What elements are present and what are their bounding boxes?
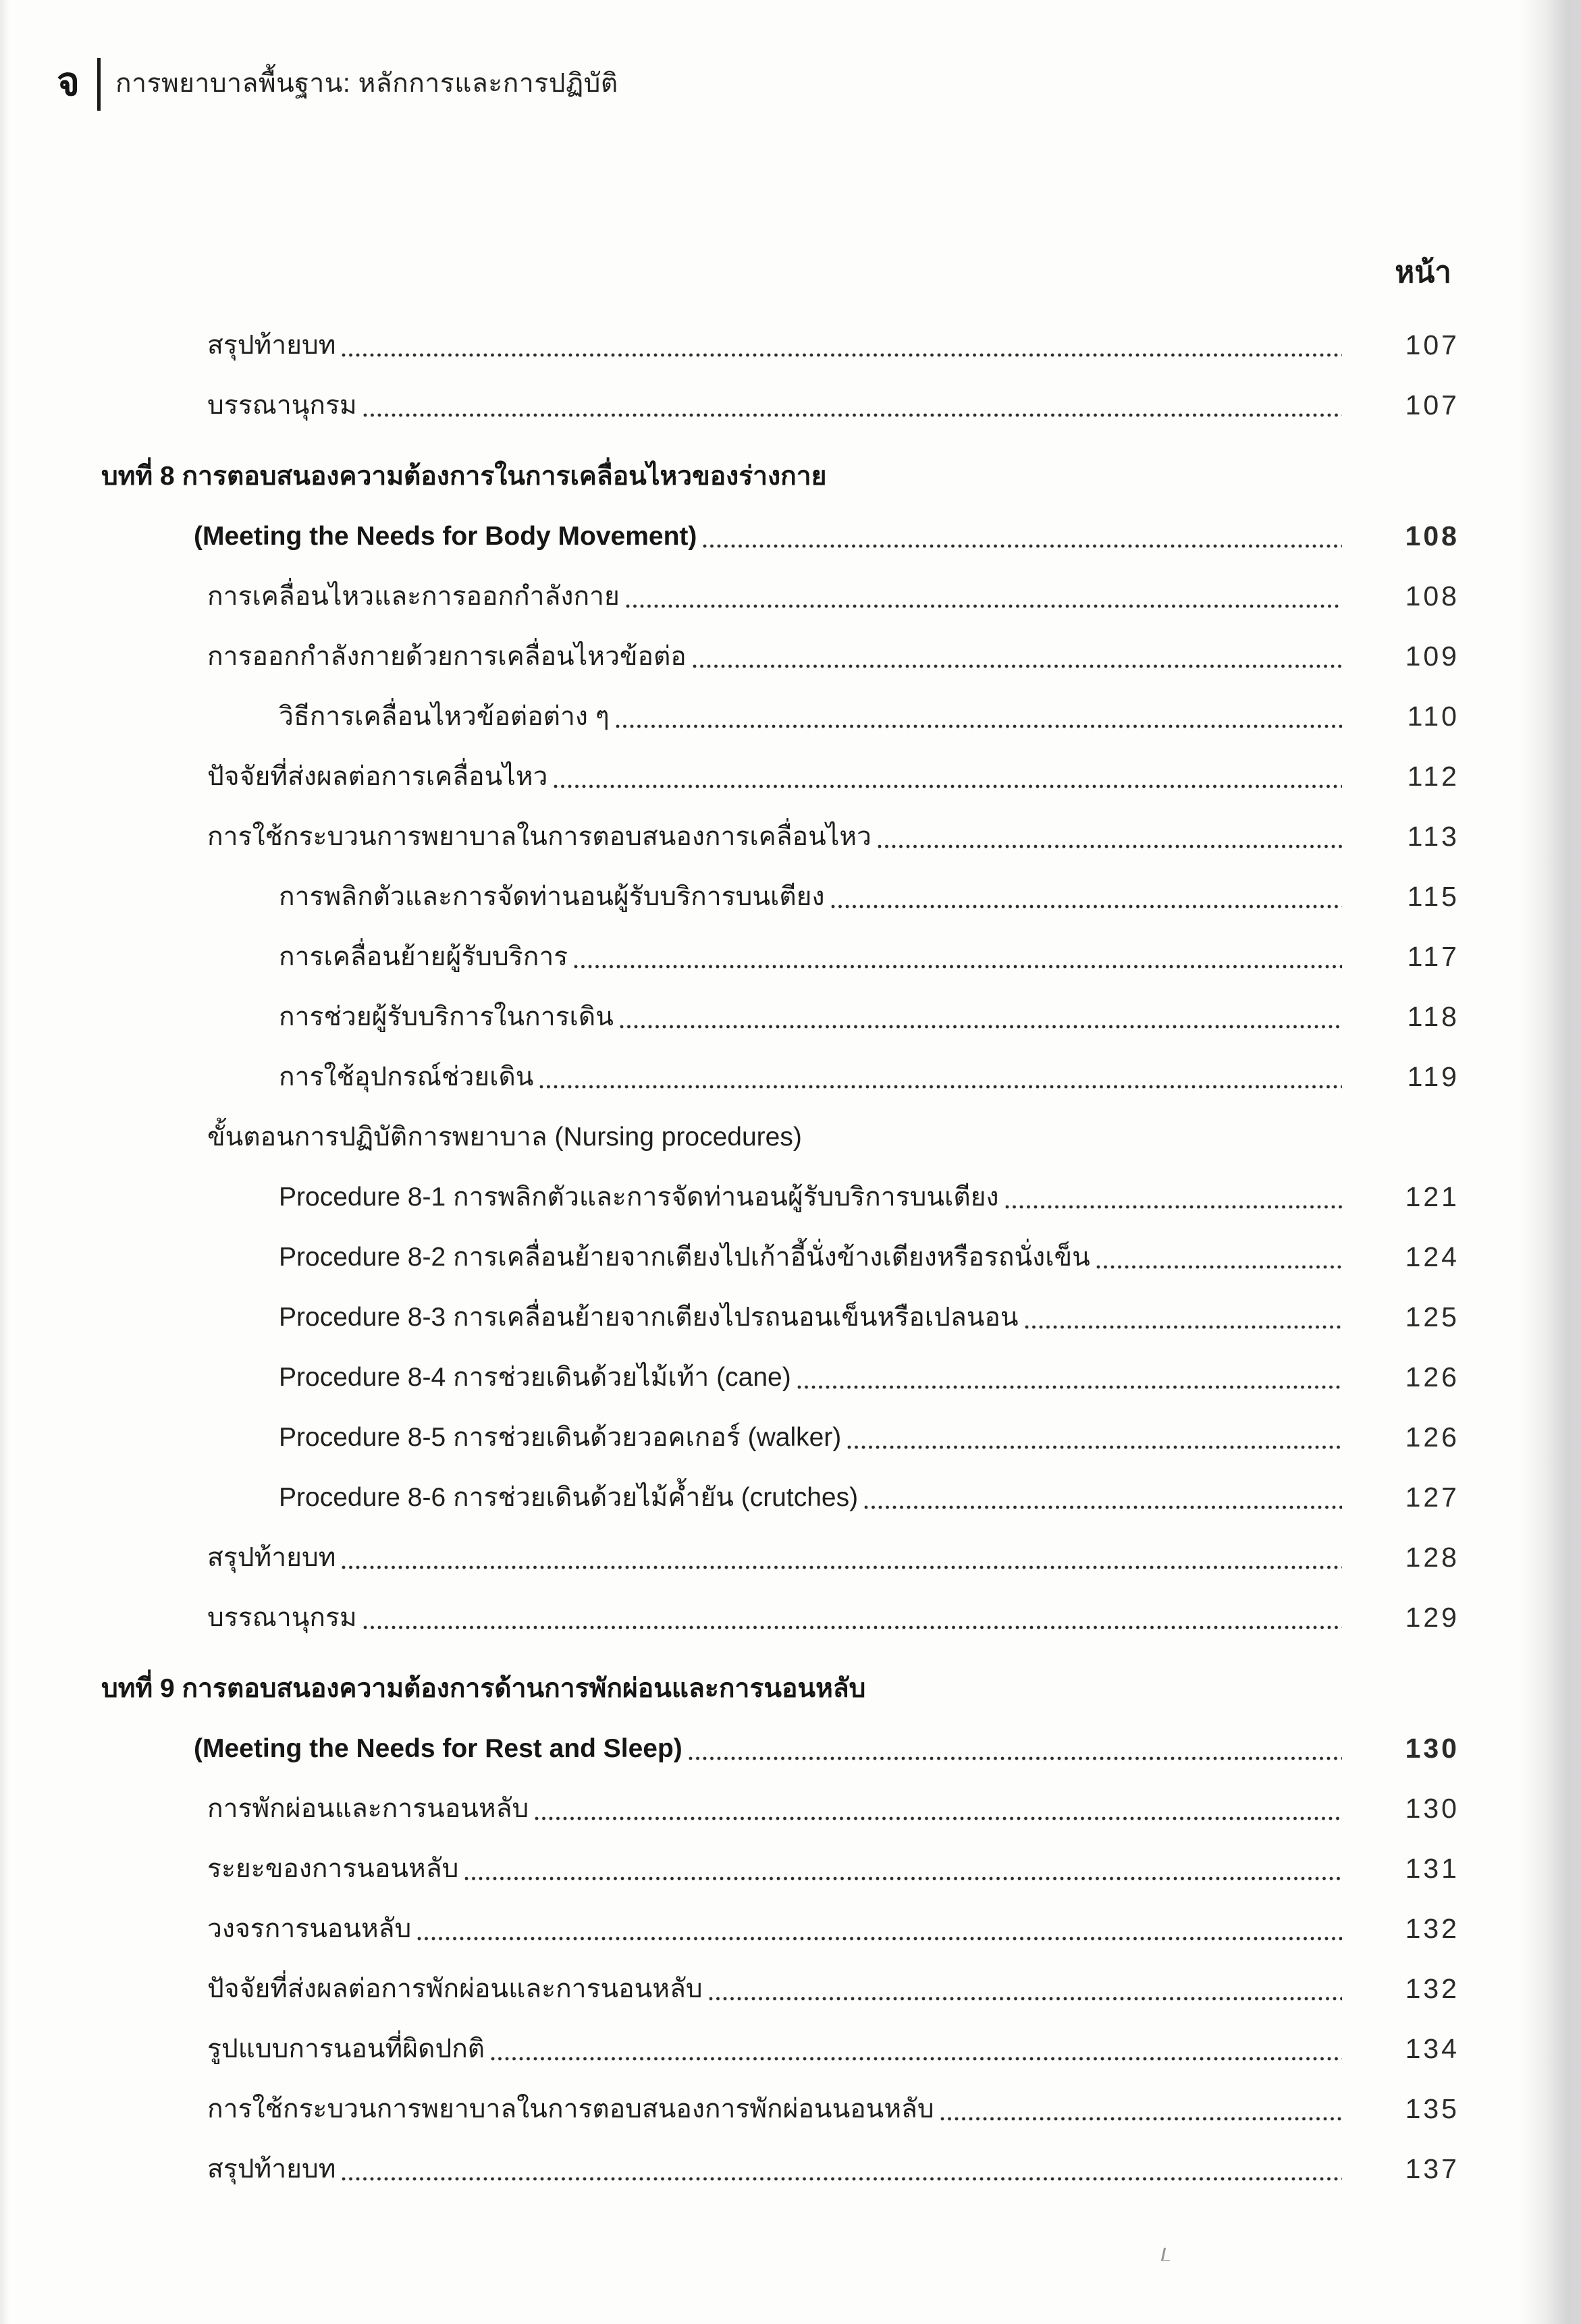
toc-entry-page-number: 130	[1405, 1732, 1459, 1764]
toc-entry-text: Procedure 8-2 การเคลื่อนย้ายจากเตียงไปเก้าอี้นั่งข้างเตียงหรือรถนั่งเข็น	[279, 1243, 1090, 1272]
toc-entry	[0, 1457, 1581, 1517]
toc-entry-page-number: 108	[1405, 520, 1459, 551]
toc-entry-page-number: 108	[1405, 580, 1459, 612]
toc-entry	[0, 1577, 1581, 1638]
running-head-book-title: การพยาบาลพื้นฐาน: หลักการและการปฏิบัติ	[115, 69, 618, 98]
toc-entry	[0, 436, 1581, 496]
toc-entry-text: วงจรการนอนหลับ	[207, 1914, 412, 1944]
toc-entry	[0, 1397, 1581, 1457]
toc-entry-text: Procedure 8-1 การพลิกตัวและการจัดท่านอนผู้รับบริการบนเตียง	[279, 1183, 999, 1212]
toc-entry-text: Procedure 8-3 การเคลื่อนย้ายจากเตียงไปรถนอนเข็นหรือเปลนอน	[279, 1303, 1019, 1332]
toc-entry	[0, 1037, 1581, 1097]
toc-entry	[0, 1097, 1581, 1157]
toc-entry-page-number: 118	[1407, 1000, 1459, 1032]
page-column-header: หน้า	[1395, 256, 1451, 289]
toc-entry	[0, 917, 1581, 977]
dot-leader	[1024, 1324, 1343, 1330]
toc-entry-page-number: 132	[1405, 1912, 1459, 1944]
toc-entry-text: การช่วยผู้รับบริการในการเดิน	[279, 1002, 614, 1032]
dot-leader	[553, 783, 1342, 790]
dot-leader	[830, 903, 1342, 910]
toc-entry-page-number: 107	[1405, 389, 1459, 421]
toc-entry-page-number: 117	[1407, 940, 1459, 972]
dot-leader	[1096, 1264, 1342, 1270]
toc-entry	[0, 796, 1581, 857]
toc-entry-text: (Meeting the Needs for Body Movement)	[194, 522, 697, 551]
dot-leader	[688, 1755, 1342, 1762]
dot-leader	[417, 1935, 1342, 1942]
toc-entry-page-number: 137	[1405, 2153, 1459, 2184]
toc-entry	[0, 1648, 1581, 1708]
toc-entry-text: ระยะของการนอนหลับ	[207, 1854, 459, 1884]
toc-entry-page-number: 121	[1405, 1181, 1459, 1212]
toc-entry-text: ขั้นตอนการปฏิบัติการพยาบาล (Nursing procedures)	[207, 1123, 802, 1152]
toc-entry-page-number: 119	[1407, 1060, 1459, 1092]
toc-entry-text: (Meeting the Needs for Rest and Sleep)	[194, 1734, 682, 1764]
toc-entry-text: บรรณานุกรม	[207, 391, 357, 421]
scan-artifact	[1161, 2248, 1173, 2261]
toc-entry-text: การใช้กระบวนการพยาบาลในการตอบสนองการเคลื่อนไหว	[207, 822, 872, 852]
toc-entry	[0, 1517, 1581, 1577]
toc-entry-text: การออกกำลังกายด้วยการเคลื่อนไหวข้อต่อ	[207, 642, 687, 672]
toc-entry-page-number: 132	[1405, 1972, 1459, 2004]
dot-leader	[464, 1875, 1342, 1882]
dot-leader	[847, 1444, 1342, 1451]
toc-entry-page-number: 112	[1407, 760, 1459, 792]
dot-leader	[877, 843, 1342, 850]
toc-entry-page-number: 113	[1407, 820, 1459, 852]
toc-entry	[0, 1889, 1581, 1949]
toc-entry	[0, 1768, 1581, 1829]
toc-entry	[0, 1157, 1581, 1217]
toc-entry-page-number: 126	[1405, 1421, 1459, 1453]
toc-entry	[0, 736, 1581, 796]
toc-entry	[0, 1217, 1581, 1277]
toc-entry	[0, 857, 1581, 917]
toc-entry	[0, 305, 1581, 365]
toc-entry-text: สรุปท้ายบท	[207, 1543, 336, 1573]
dot-leader	[615, 723, 1342, 730]
toc-entry-page-number: 134	[1405, 2032, 1459, 2064]
toc-entry-page-number: 127	[1405, 1481, 1459, 1513]
toc-entry-text: การเคลื่อนไหวและการออกกำลังกาย	[207, 582, 620, 612]
dot-leader	[940, 2115, 1342, 2122]
dot-leader	[539, 1083, 1342, 1090]
toc-entry	[0, 496, 1581, 556]
toc-entry-text: ปัจจัยที่ส่งผลต่อการเคลื่อนไหว	[207, 762, 548, 792]
toc-entry	[0, 1949, 1581, 2009]
dot-leader	[692, 663, 1342, 670]
running-head	[57, 58, 618, 111]
toc-entry-page-number: 129	[1405, 1601, 1459, 1633]
toc-entry-text: การพักผ่อนและการนอนหลับ	[207, 1794, 529, 1824]
dot-leader	[702, 543, 1342, 549]
dot-leader	[341, 1564, 1342, 1571]
toc-entry	[0, 2009, 1581, 2069]
toc-entry-text: บทที่ 9 การตอบสนองความต้องการด้านการพักผ่อนและการนอนหลับ	[101, 1674, 866, 1704]
toc-entry-page-number: 131	[1405, 1852, 1459, 1884]
running-head-divider	[97, 58, 101, 111]
toc-list	[0, 305, 1581, 2189]
dot-leader	[341, 2176, 1342, 2182]
toc-entry	[0, 1829, 1581, 1889]
toc-entry-text: Procedure 8-6 การช่วยเดินด้วยไม้ค้ำยัน (crutches)	[279, 1483, 859, 1513]
toc-entry	[0, 2129, 1581, 2189]
toc-entry-page-number: 115	[1407, 880, 1459, 912]
toc-entry	[0, 556, 1581, 616]
toc-entry-text: การเคลื่อนย้ายผู้รับบริการ	[279, 942, 568, 972]
toc-entry	[0, 1277, 1581, 1337]
toc-entry-page-number: 130	[1405, 1792, 1459, 1824]
toc-entry-text: สรุปท้ายบท	[207, 2155, 336, 2184]
toc-entry-page-number: 126	[1405, 1361, 1459, 1393]
toc-entry-page-number: 128	[1405, 1541, 1459, 1573]
toc-entry-page-number: 125	[1405, 1301, 1459, 1332]
toc-entry	[0, 2069, 1581, 2129]
toc-entry	[0, 1337, 1581, 1397]
toc-entry	[0, 676, 1581, 736]
dot-leader	[363, 412, 1342, 418]
toc-entry-text: บทที่ 8 การตอบสนองความต้องการในการเคลื่อนไหวของร่างกาย	[101, 462, 827, 491]
toc-entry-text: ปัจจัยที่ส่งผลต่อการพักผ่อนและการนอนหลับ	[207, 1974, 703, 2004]
toc-entry-page-number: 109	[1405, 640, 1459, 672]
toc-entry-text: การใช้อุปกรณ์ช่วยเดิน	[279, 1062, 534, 1092]
toc-entry-page-number: 110	[1407, 700, 1459, 732]
toc-entry-text: การพลิกตัวและการจัดท่านอนผู้รับบริการบนเตียง	[279, 882, 825, 912]
toc-entry-text: สรุปท้ายบท	[207, 331, 336, 360]
toc-entry	[0, 977, 1581, 1037]
toc-entry-text: รูปแบบการนอนที่ผิดปกติ	[207, 2034, 485, 2064]
dot-leader	[363, 1624, 1342, 1631]
toc-entry-text: Procedure 8-4 การช่วยเดินด้วยไม้เท้า (cane)	[279, 1363, 791, 1393]
dot-leader	[490, 2055, 1342, 2062]
dot-leader	[619, 1023, 1342, 1030]
toc-entry	[0, 1708, 1581, 1768]
dot-leader	[573, 963, 1342, 970]
dot-leader	[625, 603, 1342, 610]
dot-leader	[797, 1384, 1342, 1390]
dot-leader	[534, 1815, 1342, 1822]
toc-entry	[0, 616, 1581, 676]
toc-entry-page-number: 107	[1405, 329, 1459, 360]
dot-leader	[341, 352, 1342, 358]
dot-leader	[708, 1995, 1342, 2002]
toc-entry-text: Procedure 8-5 การช่วยเดินด้วยวอคเกอร์ (walker)	[279, 1423, 842, 1453]
toc-entry-text: บรรณานุกรม	[207, 1603, 357, 1633]
toc-entry-text: การใช้กระบวนการพยาบาลในการตอบสนองการพักผ่อนนอนหลับ	[207, 2095, 934, 2124]
toc-entry	[0, 365, 1581, 425]
toc-entry-text: วิธีการเคลื่อนไหวข้อต่อต่าง ๆ	[279, 702, 610, 732]
dot-leader	[1004, 1204, 1342, 1210]
toc-entry-page-number: 135	[1405, 2092, 1459, 2124]
running-head-page-letter: จ	[57, 60, 80, 104]
dot-leader	[863, 1504, 1342, 1511]
toc-entry-page-number: 124	[1405, 1241, 1459, 1272]
